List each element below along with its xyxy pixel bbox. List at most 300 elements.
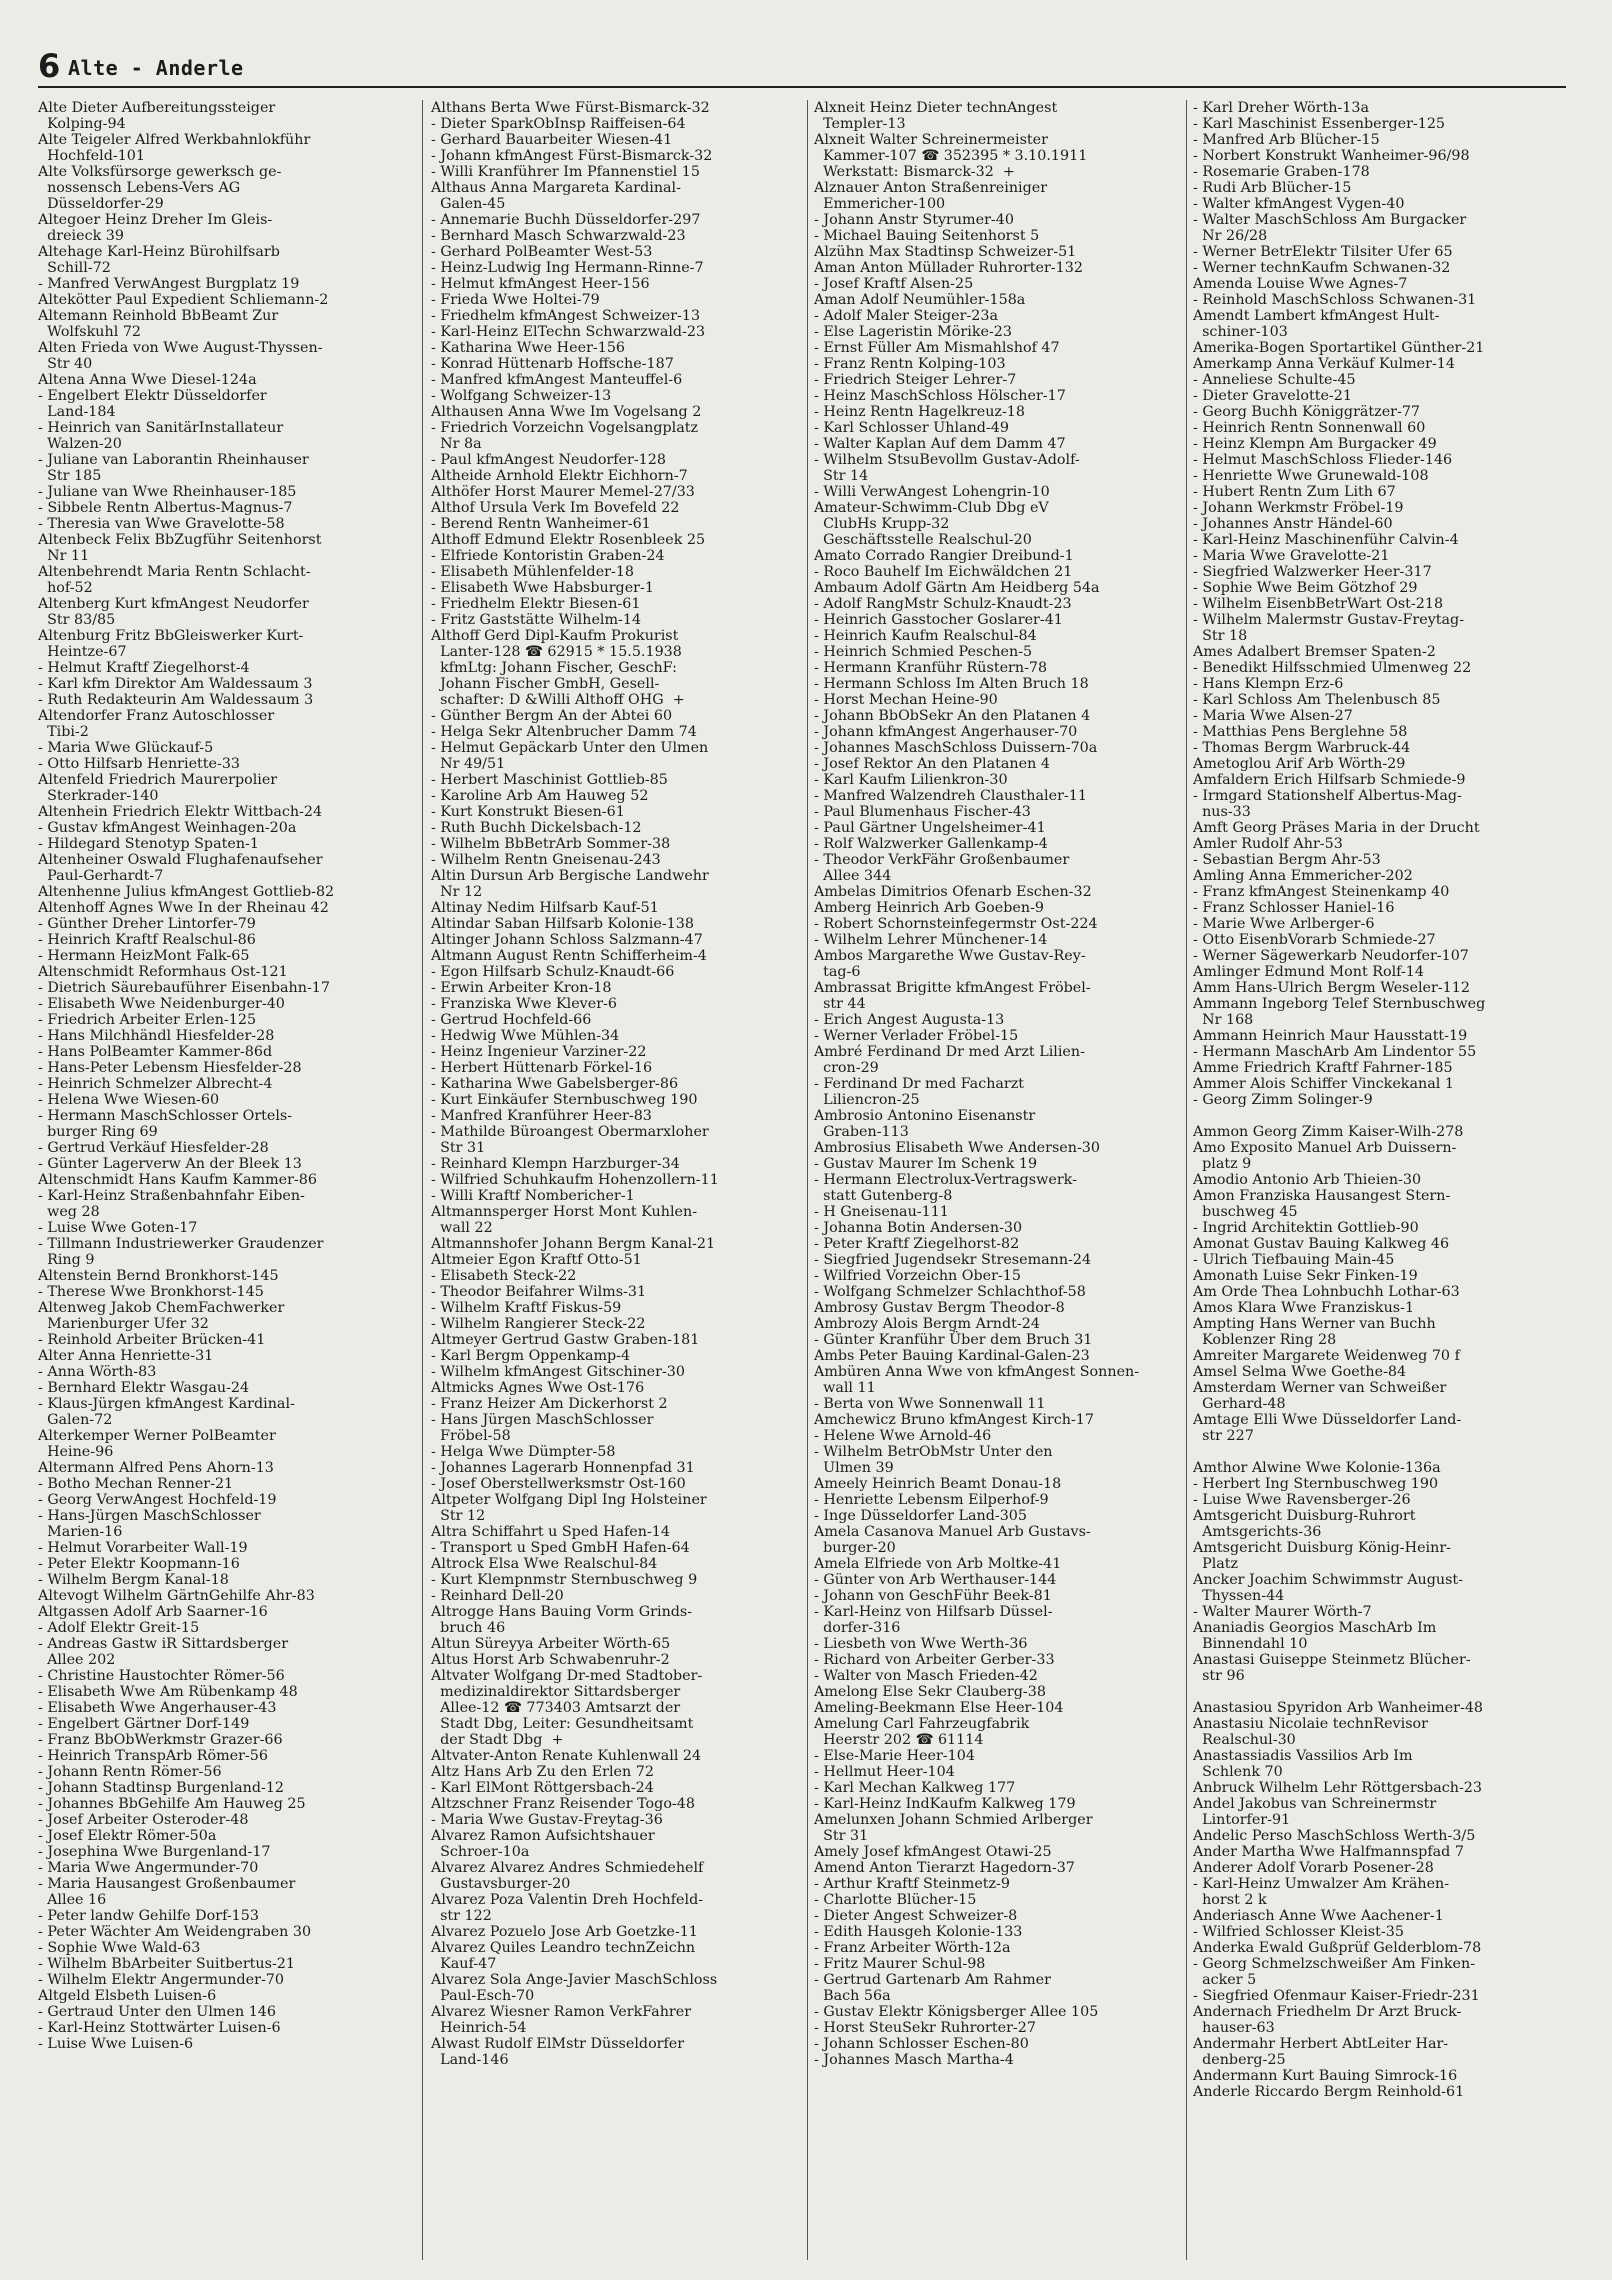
directory-entry: Altvater-Anton Renate Kuhlenwall 24 <box>431 1748 702 1764</box>
directory-entry: - Georg VerwAngest Hochfeld-19 <box>38 1492 277 1508</box>
directory-entry: Amela Elfriede von Arb Moltke-41 <box>814 1556 1062 1572</box>
directory-entry: Altgeld Elsbeth Luisen-6 <box>38 1988 217 2004</box>
directory-entry: Altenhenne Julius kfmAngest Gottlieb-82 <box>38 884 335 900</box>
directory-entry: Ameling-Beekmann Else Heer-104 <box>814 1700 1064 1716</box>
directory-entry: - Sophie Wwe Beim Götzhof 29 <box>1193 580 1418 596</box>
directory-entry: - Wilhelm BbBetrArb Sommer-38 <box>431 836 671 852</box>
directory-entry: Alten Frieda von Wwe August-Thyssen- Str 40 <box>38 340 323 372</box>
directory-entry: - Maria Wwe Alsen-27 <box>1193 708 1353 724</box>
directory-entry: - Kurt Klempnmstr Sternbuschweg 9 <box>431 1572 698 1588</box>
directory-entry: - Maria Hausangest Großenbaumer Allee 16 <box>38 1876 296 1908</box>
directory-entry: Altenberg Kurt kfmAngest Neudorfer Str 83/85 <box>38 596 309 628</box>
directory-entry: Altenfeld Friedrich Maurerpolier Sterkrader-140 <box>38 772 278 804</box>
directory-entry: Altra Schiffahrt u Sped Hafen-14 <box>431 1524 670 1540</box>
directory-entry: - Luise Wwe Luisen-6 <box>38 2036 194 2052</box>
directory-entry: - Wilhelm Lehrer Münchener-14 <box>814 932 1048 948</box>
directory-entry: - Elisabeth Wwe Neidenburger-40 <box>38 996 285 1012</box>
directory-entry: - Hubert Rentn Zum Lith 67 <box>1193 484 1396 500</box>
directory-entry: Am Orde Thea Lohnbuchh Lothar-63 <box>1193 1284 1460 1300</box>
directory-entry: - Heinrich TranspArb Römer-56 <box>38 1748 268 1764</box>
directory-columns <box>38 100 1574 2260</box>
directory-entry: - Heinrich Schmelzer Albrecht-4 <box>38 1076 273 1092</box>
directory-entry: - Heinrich Kraftf Realschul-86 <box>38 932 256 948</box>
directory-entry: Aman Anton Müllader Ruhrorter-132 <box>814 260 1083 276</box>
directory-entry: Andermahr Herbert AbtLeiter Har- denberg-25 <box>1193 2036 1449 2068</box>
directory-entry: Ambrassat Brigitte kfmAngest Fröbel- str 44 <box>814 980 1091 1012</box>
directory-entry: - Hans-Jürgen MaschSchlosser Marien-16 <box>38 1508 261 1540</box>
directory-entry: - Fritz Maurer Schul-98 <box>814 1956 986 1972</box>
directory-entry: - Katharina Wwe Gabelsberger-86 <box>431 1076 679 1092</box>
directory-entry: Amonath Luise Sekr Finken-19 <box>1193 1268 1418 1284</box>
directory-entry: - Werner BetrElektr Tilsiter Ufer 65 <box>1193 244 1453 260</box>
directory-entry: - Elisabeth Wwe Habsburger-1 <box>431 580 654 596</box>
directory-entry: - Engelbert Elektr Düsseldorfer Land-184 <box>38 388 267 420</box>
directory-entry: - Karl Mechan Kalkweg 177 <box>814 1780 1016 1796</box>
directory-entry: - Maria Wwe Gravelotte-21 <box>1193 548 1390 564</box>
directory-entry: - Günter von Arb Werthauser-144 <box>814 1572 1057 1588</box>
directory-entry: - Wilhelm BbArbeiter Suitbertus-21 <box>38 1956 295 1972</box>
directory-entry: - Wilhelm Bergm Kanal-18 <box>38 1572 229 1588</box>
directory-entry: - Manfred kfmAngest Manteuffel-6 <box>431 372 683 388</box>
directory-entry: - Willi Kranführer Im Pfannenstiel 15 <box>431 164 700 180</box>
directory-entry: - Hans-Peter Lebensm Hiesfelder-28 <box>38 1060 302 1076</box>
directory-entry: - Manfred Arb Blücher-15 <box>1193 132 1380 148</box>
directory-entry: - Gertrud Verkäuf Hiesfelder-28 <box>38 1140 269 1156</box>
directory-entry: Altenweg Jakob ChemFachwerker Marienburger Ufer 32 <box>38 1300 285 1332</box>
directory-entry: - Willi Kraftf Nombericher-1 <box>431 1188 635 1204</box>
directory-entry: Altenhein Friedrich Elektr Wittbach-24 <box>38 804 323 820</box>
directory-entry: - Anneliese Schulte-45 <box>1193 372 1356 388</box>
directory-entry: - Ferdinand Dr med Facharzt Liliencron-25 <box>814 1076 1025 1108</box>
directory-entry: Andelic Perso MaschSchloss Werth-3/5 <box>1193 1828 1476 1844</box>
directory-entry: Alvarez Quiles Leandro technZeichn Kauf-47 <box>431 1940 696 1972</box>
directory-entry: Ames Adalbert Bremser Spaten-2 <box>1193 644 1436 660</box>
directory-entry: - Bernhard Elektr Wasgau-24 <box>38 1380 250 1396</box>
directory-entry: - Helmut MaschSchloss Flieder-146 <box>1193 452 1453 468</box>
directory-entry: - Heinz MaschSchloss Hölscher-17 <box>814 388 1066 404</box>
directory-entry: - Hans Klempn Erz-6 <box>1193 676 1344 692</box>
directory-entry: Altmeier Egon Kraftf Otto-51 <box>431 1252 642 1268</box>
directory-entry: - Josef Oberstellwerksmstr Ost-160 <box>431 1476 686 1492</box>
directory-entry: - Tillmann Industriewerker Graudenzer Ring 9 <box>38 1236 324 1268</box>
directory-entry: - Friedrich Steiger Lehrer-7 <box>814 372 1017 388</box>
directory-entry: - Karl kfm Direktor Am Waldessaum 3 <box>38 676 313 692</box>
directory-entry: - Kurt Konstrukt Biesen-61 <box>431 804 625 820</box>
directory-entry: Amsterdam Werner van Schweißer Gerhard-48 <box>1193 1380 1447 1412</box>
directory-entry: - Georg Schmelzschweißer Am Finken- acker 5 <box>1193 1956 1476 1988</box>
directory-entry: - Walter MaschSchloss Am Burgacker Nr 26/28 <box>1193 212 1467 244</box>
directory-entry: - Engelbert Gärtner Dorf-149 <box>38 1716 250 1732</box>
directory-entry: Alxneit Walter Schreinermeister Kammer-107 ☎ 352395 * 3.10.1911 Werkstatt: Bismarck-32 + <box>814 132 1088 180</box>
directory-entry: - Berend Rentn Wanheimer-61 <box>431 516 651 532</box>
directory-entry: - Wilfried Schuhkaufm Hohenzollern-11 <box>431 1172 719 1188</box>
directory-entry: - Wilhelm Kraftf Fiskus-59 <box>431 1300 622 1316</box>
directory-entry: Alte Dieter Aufbereitungssteiger Kolping-94 <box>38 100 276 132</box>
directory-entry: - Gustav Elektr Königsberger Allee 105 <box>814 2004 1099 2020</box>
directory-entry: - Franz BbObWerkmstr Grazer-66 <box>38 1732 283 1748</box>
directory-entry: Altendorfer Franz Autoschlosser Tibi-2 <box>38 708 275 740</box>
directory-entry: - Bernhard Masch Schwarzwald-23 <box>431 228 686 244</box>
directory-entry <box>1193 1684 1563 1700</box>
page-header <box>38 48 1566 88</box>
directory-entry: Altindar Saban Hilfsarb Kolonie-138 <box>431 916 694 932</box>
directory-entry: Altenbeck Felix BbZugführ Seitenhorst Nr 11 <box>38 532 322 564</box>
directory-entry: Ambelas Dimitrios Ofenarb Eschen-32 <box>814 884 1092 900</box>
directory-entry: - Elfriede Kontoristin Graben-24 <box>431 548 665 564</box>
directory-entry: Ancker Joachim Schwimmstr August- Thyssen-44 <box>1193 1572 1463 1604</box>
directory-entry: - Heinz Ingenieur Varziner-22 <box>431 1044 647 1060</box>
directory-entry: - Franz Schlosser Haniel-16 <box>1193 900 1395 916</box>
directory-entry: Amm Hans-Ulrich Bergm Weseler-112 <box>1193 980 1470 996</box>
directory-entry: - Manfred VerwAngest Burgplatz 19 <box>38 276 300 292</box>
directory-entry: - Heinrich Rentn Sonnenwall 60 <box>1193 420 1426 436</box>
directory-entry: Altzschner Franz Reisender Togo-48 <box>431 1796 695 1812</box>
directory-entry: Alter Anna Henriette-31 <box>38 1348 214 1364</box>
directory-entry: - Klaus-Jürgen kfmAngest Kardinal- Galen-72 <box>38 1396 295 1428</box>
directory-entry: - Wilhelm EisenbBetrWart Ost-218 <box>1193 596 1444 612</box>
directory-entry: Altvater Wolfgang Dr-med Stadtober- medizinaldirektor Sittardsberger Allee-12 ☎ 773403 Amtsarzt der Stadt Dbg, Leiter: Gesundheitsamt der Stadt Dbg + <box>431 1668 703 1748</box>
directory-entry: Alwast Rudolf ElMstr Düsseldorfer Land-146 <box>431 2036 685 2068</box>
directory-entry: Amft Georg Präses Maria in der Drucht <box>1193 820 1480 836</box>
directory-entry: - Karl-Heinz Maschinenführ Calvin-4 <box>1193 532 1459 548</box>
directory-entry: - Helmut Gepäckarb Unter den Ulmen Nr 49/51 <box>431 740 709 772</box>
directory-entry: Amling Anna Emmericher-202 <box>1193 868 1413 884</box>
directory-entry: - Roco Bauhelf Im Eichwäldchen 21 <box>814 564 1073 580</box>
directory-entry: Altgassen Adolf Arb Saarner-16 <box>38 1604 268 1620</box>
directory-entry: Ambrosy Gustav Bergm Theodor-8 <box>814 1300 1065 1316</box>
directory-entry: Anderiasch Anne Wwe Aachener-1 <box>1193 1908 1444 1924</box>
directory-entry: - Hermann Schloss Im Alten Bruch 18 <box>814 676 1089 692</box>
directory-entry: Amlinger Edmund Mont Rolf-14 <box>1193 964 1424 980</box>
directory-entry: - Siegfried Jugendsekr Stresemann-24 <box>814 1252 1092 1268</box>
directory-entry: Anderka Ewald Gußprüf Gelderblom-78 <box>1193 1940 1482 1956</box>
directory-entry: - Otto Hilfsarb Henriette-33 <box>38 756 241 772</box>
directory-entry: - Johann Stadtinsp Burgenland-12 <box>38 1780 285 1796</box>
directory-entry: Ameely Heinrich Beamt Donau-18 <box>814 1476 1062 1492</box>
directory-entry: - Karl Schloss Am Thelenbusch 85 <box>1193 692 1441 708</box>
directory-entry: Altehage Karl-Heinz Bürohilfsarb Schill-72 <box>38 244 280 276</box>
directory-entry: - Hans Jürgen MaschSchlosser Fröbel-58 <box>431 1412 654 1444</box>
directory-entry: - Siegfried Walzwerker Heer-317 <box>1193 564 1432 580</box>
directory-entry: Altpeter Wolfgang Dipl Ing Holsteiner Str 12 <box>431 1492 707 1524</box>
directory-entry: - Heinrich van SanitärInstallateur Walzen-20 <box>38 420 284 452</box>
directory-entry: - Wolfgang Schmelzer Schlachthof-58 <box>814 1284 1086 1300</box>
directory-entry: - Johanna Botin Andersen-30 <box>814 1220 1023 1236</box>
directory-entry: - Günther Bergm An der Abtei 60 <box>431 708 673 724</box>
directory-entry: Anastasiu Nicolaie technRevisor Realschul-30 <box>1193 1716 1428 1748</box>
directory-entry <box>1193 1108 1563 1124</box>
directory-entry: Ambré Ferdinand Dr med Arzt Lilien- cron-29 <box>814 1044 1085 1076</box>
directory-entry: - Horst SteuSekr Ruhrorter-27 <box>814 2020 1036 2036</box>
directory-entry: Altenstein Bernd Bronkhorst-145 <box>38 1268 279 1284</box>
directory-entry: - Heinrich Schmied Peschen-5 <box>814 644 1033 660</box>
directory-entry: Amsel Selma Wwe Goethe-84 <box>1193 1364 1407 1380</box>
directory-entry: Althaus Anna Margareta Kardinal- Galen-45 <box>431 180 681 212</box>
directory-entry: - Wilfried Schlosser Kleist-35 <box>1193 1924 1404 1940</box>
directory-entry: - Johann Rentn Römer-56 <box>38 1764 222 1780</box>
directory-entry: Ambrosio Antonino Eisenanstr Graben-113 <box>814 1108 1036 1140</box>
directory-entry: - Juliane van Wwe Rheinhauser-185 <box>38 484 297 500</box>
directory-entry: - Richard von Arbeiter Gerber-33 <box>814 1652 1055 1668</box>
directory-entry: - Wilhelm kfmAngest Gitschiner-30 <box>431 1364 685 1380</box>
directory-entry: - Anna Wörth-83 <box>38 1364 157 1380</box>
directory-entry: Altevogt Wilhelm GärtnGehilfe Ahr-83 <box>38 1588 315 1604</box>
directory-entry: - Irmgard Stationshelf Albertus-Mag- nus-33 <box>1193 788 1462 820</box>
directory-entry: - Dieter Angest Schweizer-8 <box>814 1908 1018 1924</box>
directory-entry: - Peter Kraftf Ziegelhorst-82 <box>814 1236 1020 1252</box>
directory-entry: Alte Teigeler Alfred Werkbahnlokführ Hochfeld-101 <box>38 132 311 164</box>
directory-entry: - Reinhold MaschSchloss Schwanen-31 <box>1193 292 1477 308</box>
directory-entry: - Dietrich Säurebauführer Eisenbahn-17 <box>38 980 330 996</box>
directory-entry: Amenda Louise Wwe Agnes-7 <box>1193 276 1408 292</box>
directory-entry: - Adolf RangMstr Schulz-Knaudt-23 <box>814 596 1072 612</box>
page-title: Alte - Anderle <box>68 56 244 80</box>
directory-entry: Alvarez Alvarez Andres Schmiedehelf Gustavsburger-20 <box>431 1860 704 1892</box>
directory-entry: - Theodor Beifahrer Wilms-31 <box>431 1284 647 1300</box>
directory-entry: - Günter Kranführ Über dem Bruch 31 <box>814 1332 1093 1348</box>
directory-entry: - Karl Kaufm Lilienkron-30 <box>814 772 1008 788</box>
directory-entry: - Helga Wwe Dümpter-58 <box>431 1444 616 1460</box>
directory-entry: Altmann August Rentn Schifferheim-4 <box>431 948 707 964</box>
directory-entry: Alterkemper Werner PolBeamter Heine-96 <box>38 1428 276 1460</box>
directory-entry: - Johann kfmAngest Fürst-Bismarck-32 <box>431 148 713 164</box>
directory-entry: - Dieter SparkObInsp Raiffeisen-64 <box>431 116 686 132</box>
page-number: 6 <box>38 47 61 85</box>
directory-entry: Amtage Elli Wwe Düsseldorfer Land- str 227 <box>1193 1412 1462 1444</box>
directory-entry: - Gustav kfmAngest Weinhagen-20a <box>38 820 297 836</box>
directory-entry: Amos Klara Wwe Franziskus-1 <box>1193 1300 1415 1316</box>
directory-entry: - Fritz Gaststätte Wilhelm-14 <box>431 612 642 628</box>
directory-entry: - Franz Rentn Kolping-103 <box>814 356 1006 372</box>
directory-entry: Amelunxen Johann Schmied Arlberger Str 31 <box>814 1812 1093 1844</box>
directory-entry: Ammon Georg Zimm Kaiser-Wilh-278 <box>1193 1124 1464 1140</box>
directory-entry: - Matthias Pens Berglehne 58 <box>1193 724 1408 740</box>
directory-entry: Anderle Riccardo Bergm Reinhold-61 <box>1193 2084 1465 2100</box>
directory-entry: - Werner technKaufm Schwanen-32 <box>1193 260 1451 276</box>
directory-entry: Amtsgericht Duisburg-Ruhrort Amtsgerichts-36 <box>1193 1508 1416 1540</box>
directory-entry: - Karl-Heinz IndKaufm Kalkweg 179 <box>814 1796 1076 1812</box>
directory-entry: - Hildegard Stenotyp Spaten-1 <box>38 836 259 852</box>
directory-entry: - Hermann Electrolux-Vertragswerk- statt Gutenberg-8 <box>814 1172 1077 1204</box>
directory-entry: - Reinhard Klempn Harzburger-34 <box>431 1156 680 1172</box>
directory-entry: - Günter Lagerverw An der Bleek 13 <box>38 1156 302 1172</box>
directory-entry: - Botho Mechan Renner-21 <box>38 1476 234 1492</box>
directory-column-2 <box>431 100 801 2260</box>
directory-entry: Altenbehrendt Maria Rentn Schlacht- hof-52 <box>38 564 311 596</box>
directory-entry: - Hedwig Wwe Mühlen-34 <box>431 1028 620 1044</box>
directory-entry: - Wilhelm Elektr Angermunder-70 <box>38 1972 284 1988</box>
directory-entry: - Gerhard PolBeamter West-53 <box>431 244 653 260</box>
directory-entry: Anastasiou Spyridon Arb Wanheimer-48 <box>1193 1700 1484 1716</box>
directory-entry: Altmicks Agnes Wwe Ost-176 <box>431 1380 645 1396</box>
directory-entry: Ambos Margarethe Wwe Gustav-Rey- tag-6 <box>814 948 1086 980</box>
directory-entry: - Paul Blumenhaus Fischer-43 <box>814 804 1031 820</box>
directory-entry: Altena Anna Wwe Diesel-124a <box>38 372 257 388</box>
directory-entry: - Karoline Arb Am Hauweg 52 <box>431 788 649 804</box>
directory-entry: Altekötter Paul Expedient Schliemann-2 <box>38 292 329 308</box>
directory-entry: - Karl Dreher Wörth-13a <box>1193 100 1370 116</box>
directory-entry: - Arthur Kraftf Steinmetz-9 <box>814 1876 1010 1892</box>
directory-column-1 <box>38 100 408 2260</box>
directory-entry: Alte Volksfürsorge gewerksch ge- nossensch Lebens-Vers AG Düsseldorfer-29 <box>38 164 282 212</box>
directory-entry: Amelong Else Sekr Clauberg-38 <box>814 1684 1046 1700</box>
directory-entry: - Ingrid Architektin Gottlieb-90 <box>1193 1220 1419 1236</box>
directory-entry: - Friedhelm Elektr Biesen-61 <box>431 596 641 612</box>
directory-entry: - Katharina Wwe Heer-156 <box>431 340 626 356</box>
directory-entry: - Erwin Arbeiter Kron-18 <box>431 980 612 996</box>
directory-entry: - Karl-Heinz ElTechn Schwarzwald-23 <box>431 324 706 340</box>
directory-entry: Altmeyer Gertrud Gastw Graben-181 <box>431 1332 700 1348</box>
directory-entry: - Walter kfmAngest Vygen-40 <box>1193 196 1405 212</box>
directory-entry: - Paul kfmAngest Neudorfer-128 <box>431 452 666 468</box>
directory-entry: - Heinrich Gasstocher Goslarer-41 <box>814 612 1063 628</box>
directory-entry: - Heinrich Kaufm Realschul-84 <box>814 628 1037 644</box>
directory-column-4 <box>1193 100 1563 2260</box>
directory-entry: Althöfer Horst Maurer Memel-27/33 <box>431 484 695 500</box>
directory-entry: - Wilhelm StsuBevollm Gustav-Adolf- Str 14 <box>814 452 1080 484</box>
directory-entry: - Maria Wwe Glückauf-5 <box>38 740 214 756</box>
directory-entry: - Christine Haustochter Römer-56 <box>38 1668 285 1684</box>
directory-entry: - Egon Hilfsarb Schulz-Knaudt-66 <box>431 964 675 980</box>
directory-entry: - Helmut Kraftf Ziegelhorst-4 <box>38 660 250 676</box>
directory-entry: - Transport u Sped GmbH Hafen-64 <box>431 1540 690 1556</box>
directory-entry: - Josef Arbeiter Osteroder-48 <box>38 1812 249 1828</box>
directory-entry: Altegoer Heinz Dreher Im Gleis- dreieck 39 <box>38 212 273 244</box>
directory-entry: Ammann Heinrich Maur Hausstatt-19 <box>1193 1028 1468 1044</box>
directory-entry: Ambaum Adolf Gärtn Am Heidberg 54a <box>814 580 1100 596</box>
directory-entry: Althoff Gerd Dipl-Kaufm Prokurist Lanter-128 ☎ 62915 * 15.5.1938 kfmLtg: Johann Fischer, GeschF: Johann Fischer GmbH, Gesell- schafter: D &Willi Althoff OHG + <box>431 628 685 708</box>
directory-entry: Alvarez Wiesner Ramon VerkFahrer Heinrich-54 <box>431 2004 692 2036</box>
directory-entry: - Gustav Maurer Im Schenk 19 <box>814 1156 1038 1172</box>
directory-entry: - Karl Bergm Oppenkamp-4 <box>431 1348 631 1364</box>
directory-entry: - Otto EisenbVorarb Schmiede-27 <box>1193 932 1436 948</box>
directory-entry: - Karl-Heinz Umwalzer Am Krähen- horst 2 k <box>1193 1876 1450 1908</box>
directory-entry: Amchewicz Bruno kfmAngest Kirch-17 <box>814 1412 1094 1428</box>
directory-entry: - Hermann MaschSchlosser Ortels- burger Ring 69 <box>38 1108 293 1140</box>
directory-entry: - Werner Sägewerkarb Neudorfer-107 <box>1193 948 1469 964</box>
directory-entry: Amelung Carl Fahrzeugfabrik Heerstr 202 ☎ 61114 <box>814 1716 1030 1748</box>
directory-entry: - Konrad Hüttenarb Hoffsche-187 <box>431 356 674 372</box>
directory-entry: Amela Casanova Manuel Arb Gustavs- burger-20 <box>814 1524 1091 1556</box>
directory-entry: - Friedhelm kfmAngest Schweizer-13 <box>431 308 701 324</box>
directory-entry: - Günther Dreher Lintorfer-79 <box>38 916 256 932</box>
directory-entry: Ametoglou Arif Arb Wörth-29 <box>1193 756 1406 772</box>
directory-entry: - Johannes Anstr Händel-60 <box>1193 516 1393 532</box>
directory-entry: - Sophie Wwe Wald-63 <box>38 1940 201 1956</box>
directory-entry: - Robert Schornsteinfegermstr Ost-224 <box>814 916 1098 932</box>
directory-entry: Alvarez Ramon Aufsichtshauer Schroer-10a <box>431 1828 655 1860</box>
directory-entry: Andernach Friedhelm Dr Arzt Bruck- hauser-63 <box>1193 2004 1462 2036</box>
directory-entry: - Manfred Walzendreh Clausthaler-11 <box>814 788 1087 804</box>
directory-entry: - Manfred Kranführer Heer-83 <box>431 1108 652 1124</box>
directory-entry: Alxneit Heinz Dieter technAngest Templer-13 <box>814 100 1058 132</box>
directory-entry: Altz Hans Arb Zu den Erlen 72 <box>431 1764 654 1780</box>
directory-entry: - Andreas Gastw iR Sittardsberger Allee 202 <box>38 1636 289 1668</box>
directory-entry: - Else Lageristin Mörike-23 <box>814 324 1012 340</box>
directory-entry: Ammann Ingeborg Telef Sternbuschweg Nr 168 <box>1193 996 1486 1028</box>
directory-entry: - Friedrich Vorzeichn Vogelsangplatz Nr 8a <box>431 420 699 452</box>
directory-entry: - Ruth Redakteurin Am Waldessaum 3 <box>38 692 314 708</box>
directory-entry: - Johann Anstr Styrumer-40 <box>814 212 1014 228</box>
directory-entry: - Henriette Wwe Grunewald-108 <box>1193 468 1429 484</box>
directory-entry: - Wilhelm Malermstr Gustav-Freytag- Str 18 <box>1193 612 1465 644</box>
directory-entry: Altmannshofer Johann Bergm Kanal-21 <box>431 1236 716 1252</box>
directory-entry: - Johannes Masch Martha-4 <box>814 2052 1014 2068</box>
directory-entry: - Johann BbObSekr An den Platanen 4 <box>814 708 1091 724</box>
directory-entry: - Gertrud Hochfeld-66 <box>431 1012 592 1028</box>
directory-entry: - Josef Elektr Römer-50a <box>38 1828 217 1844</box>
directory-entry: Amreiter Margarete Weidenweg 70 f <box>1193 1348 1460 1364</box>
directory-entry: Aman Adolf Neumühler-158a <box>814 292 1026 308</box>
directory-entry: Althans Berta Wwe Fürst-Bismarck-32 <box>431 100 710 116</box>
directory-entry: - Wilhelm BetrObMstr Unter den Ulmen 39 <box>814 1444 1053 1476</box>
directory-entry: Amo Exposito Manuel Arb Duissern- platz 9 <box>1193 1140 1457 1172</box>
directory-entry: Ampting Hans Werner van Buchh Koblenzer Ring 28 <box>1193 1316 1436 1348</box>
directory-entry: - Helene Wwe Arnold-46 <box>814 1428 992 1444</box>
directory-entry: - Benedikt Hilfsschmied Ulmenweg 22 <box>1193 660 1472 676</box>
directory-entry: - Herbert Hüttenarb Förkel-16 <box>431 1060 653 1076</box>
directory-entry: - Rudi Arb Blücher-15 <box>1193 180 1352 196</box>
directory-entry: - Johann Werkmstr Fröbel-19 <box>1193 500 1404 516</box>
directory-entry: - Adolf Maler Steiger-23a <box>814 308 999 324</box>
directory-entry: - Hans Milchhändl Hiesfelder-28 <box>38 1028 275 1044</box>
directory-entry: Alvarez Pozuelo Jose Arb Goetzke-11 <box>431 1924 698 1940</box>
directory-entry: - Dieter Gravelotte-21 <box>1193 388 1352 404</box>
directory-entry: - Wolfgang Schweizer-13 <box>431 388 612 404</box>
directory-entry: - Helmut kfmAngest Heer-156 <box>431 276 650 292</box>
directory-entry: Amerkamp Anna Verkäuf Kulmer-14 <box>1193 356 1455 372</box>
directory-entry: - Willi VerwAngest Lohengrin-10 <box>814 484 1050 500</box>
directory-entry: - Josef Kraftf Alsen-25 <box>814 276 974 292</box>
directory-entry: - Reinhard Dell-20 <box>431 1588 564 1604</box>
directory-entry: - Ernst Füller Am Mismahlshof 47 <box>814 340 1060 356</box>
directory-entry: Althoff Edmund Elektr Rosenbleek 25 <box>431 532 706 548</box>
directory-entry: - Therese Wwe Bronkhorst-145 <box>38 1284 264 1300</box>
directory-entry: - Josephina Wwe Burgenland-17 <box>38 1844 271 1860</box>
directory-entry: - Sibbele Rentn Albertus-Magnus-7 <box>38 500 293 516</box>
directory-entry: - Hans PolBeamter Kammer-86d <box>38 1044 273 1060</box>
directory-entry: Altun Süreyya Arbeiter Wörth-65 <box>431 1636 671 1652</box>
directory-entry: - Adolf Elektr Greit-15 <box>38 1620 200 1636</box>
directory-entry: Amler Rudolf Ahr-53 <box>1193 836 1343 852</box>
directory-entry: - Johannes BbGehilfe Am Hauweg 25 <box>38 1796 306 1812</box>
directory-entry: - Walter Maurer Wörth-7 <box>1193 1604 1372 1620</box>
directory-entry: - Franz Arbeiter Wörth-12a <box>814 1940 1011 1956</box>
directory-entry: - Franziska Wwe Klever-6 <box>431 996 617 1012</box>
directory-entry: - Peter landw Gehilfe Dorf-153 <box>38 1908 259 1924</box>
directory-entry: Altenschmidt Hans Kaufm Kammer-86 <box>38 1172 317 1188</box>
directory-entry: - Peter Wächter Am Weidengraben 30 <box>38 1924 312 1940</box>
directory-entry: - Elisabeth Mühlenfelder-18 <box>431 564 635 580</box>
directory-entry: - Karl ElMont Röttgersbach-24 <box>431 1780 654 1796</box>
directory-entry: Amtsgericht Duisburg König-Heinr- Platz <box>1193 1540 1452 1572</box>
directory-entry: Alznauer Anton Straßenreiniger Emmericher-100 <box>814 180 1048 212</box>
directory-entry: - Luise Wwe Goten-17 <box>38 1220 198 1236</box>
directory-entry: - Juliane van Laborantin Rheinhauser Str 185 <box>38 452 309 484</box>
directory-entry: - Theresia van Wwe Gravelotte-58 <box>38 516 285 532</box>
directory-entry: - Frieda Wwe Holtei-79 <box>431 292 600 308</box>
directory-entry: Anderer Adolf Vorarb Posener-28 <box>1193 1860 1434 1876</box>
directory-entry: - Georg Zimm Solinger-9 <box>1193 1092 1373 1108</box>
directory-entry: Amfaldern Erich Hilfsarb Schmiede-9 <box>1193 772 1466 788</box>
directory-entry: - Heinz-Ludwig Ing Hermann-Rinne-7 <box>431 260 704 276</box>
directory-entry: - Hermann MaschArb Am Lindentor 55 <box>1193 1044 1477 1060</box>
directory-entry: - Johannes Lagerarb Honnenpfad 31 <box>431 1460 695 1476</box>
directory-entry: Altenhoff Agnes Wwe In der Rheinau 42 <box>38 900 329 916</box>
directory-entry: - Karl-Heinz Straßenbahnfahr Eiben- weg 28 <box>38 1188 305 1220</box>
directory-entry: Anastassiadis Vassilios Arb Im Schlenk 70 <box>1193 1748 1413 1780</box>
directory-entry: - Luise Wwe Ravensberger-26 <box>1193 1492 1411 1508</box>
